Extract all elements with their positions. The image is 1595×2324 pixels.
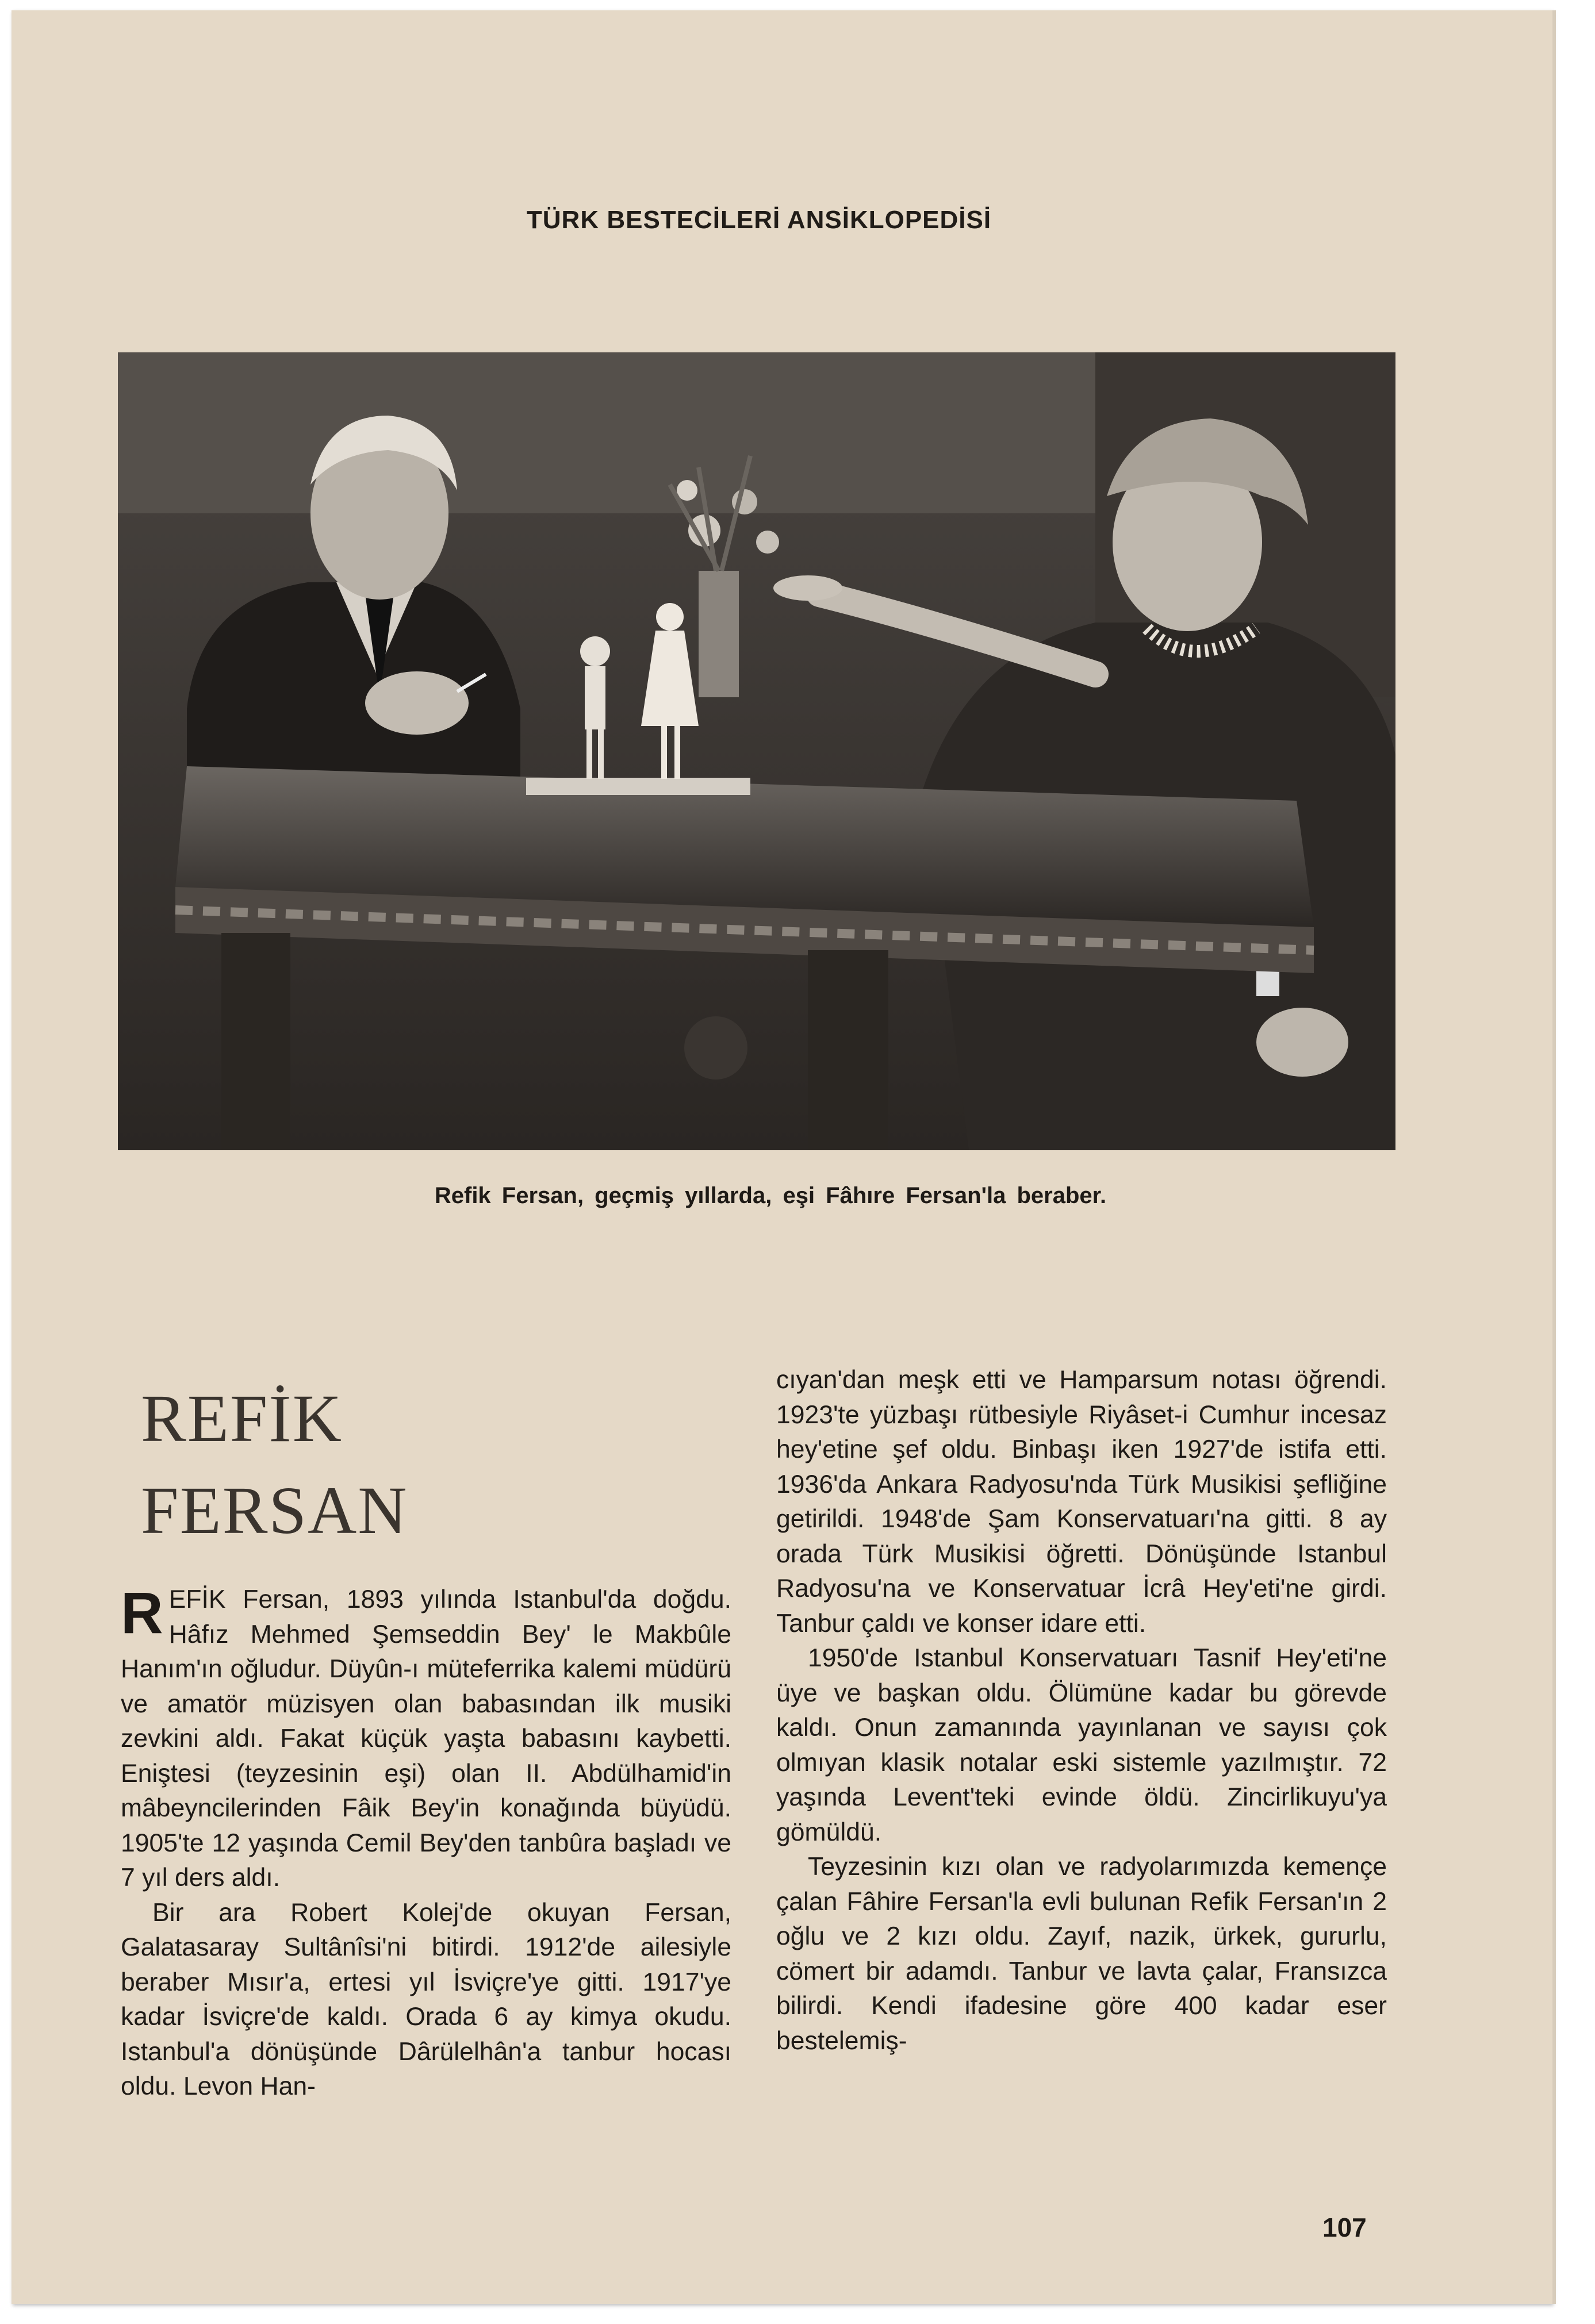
paragraph: 1950'de Istanbul Konservatuarı Tasnif Hey'eti'ne üye ve başkan oldu. Ölümüne kadar bu görevde kaldı. Onun zamanında yayınlanan ve sayısı çok olmıyan klasik notalar eski sistemle yazılmıştır. 72 yaşında Levent'teki evinde öldü. Zincirlikuyu'ya gömüldü. bbox=[776, 1644, 1387, 1846]
drop-cap: R bbox=[121, 1580, 163, 1646]
page-number: 107 bbox=[1322, 2212, 1367, 2242]
left-column bbox=[121, 1582, 731, 2104]
right-column bbox=[776, 1363, 1387, 2058]
photo-caption: Refik Fersan, geçmiş yıllarda, eşi Fâhıre Fersan'la beraber. bbox=[434, 1183, 1107, 1208]
article-title-line-2: FERSAN bbox=[141, 1473, 408, 1548]
paragraph-text: EFİK Fersan, 1893 yılında Istanbul'da doğdu. Hâfız Mehmed Şemseddin Bey' le Makbûle Hanım'ın oğludur. Düyûn-ı müteferrika kalemi müdürü ve amatör müzisyen olan babasından ilk musiki zevkini aldı. Fakat küçük yaşta babasını kaybetti. Eniştesi (teyzesinin eşi) olan II. Abdülhamid'in mâbeyncilerinden Fâik Bey'in konağında büyüdü. 1905'te 12 yaşında Cemil Bey'den tanbûra başladı ve 7 yıl ders aldı. bbox=[121, 1585, 731, 1892]
paragraph: Teyzesinin kızı olan ve radyolarımızda kemençe çalan Fâhire Fersan'la evli bulunan Refik Fersan'ın 2 oğlu ve 2 kızı oldu. Zayıf, nazik, ürkek, gururlu, cömert bir adamdı. Tanbur ve lavta çalar, Fransızca bilirdi. Kendi ifadesine göre 400 kadar eser bestelemiş- bbox=[776, 1853, 1387, 2055]
paragraph: cıyan'dan meşk etti ve Hamparsum notası öğrendi. 1923'te yüzbaşı rütbesiyle Riyâset-i Cumhur incesaz hey'etine şef oldu. Binbaşı iken 1927'de istifa etti. 1936'da Ankara Radyosu'nda Türk Musikisi şefliğine getirildi. 1948'de Şam Konservatuarı'na gitti. 8 ay orada Türk Musikisi öğretti. Dönüşünde Istanbul Radyosu'na ve Konservatuar İcrâ Hey'eti'ne girdi. Tanbur çaldı ve konser idare etti. bbox=[776, 1366, 1387, 1638]
article-title bbox=[141, 1373, 408, 1557]
paragraph: Bir ara Robert Kolej'de okuyan Fersan, Galatasaray Sultânîsi'ni bitirdi. 1912'de ailesiyle beraber Mısır'a, ertesi yıl İsviçre'ye gitti. 1917'ye kadar İsviçre'de kaldı. Orada 6 ay kimya okudu. Istanbul'a dönüşünde Dârülelhân'a tanbur hocası oldu. Levon Han- bbox=[121, 1898, 731, 2100]
photograph bbox=[118, 352, 1395, 1150]
photo-illustration bbox=[118, 352, 1395, 1150]
magazine-page bbox=[11, 10, 1552, 2304]
paragraph bbox=[121, 1582, 731, 1896]
running-header: TÜRK BESTECİLERİ ANSİKLOPEDİSİ bbox=[526, 206, 992, 234]
article-title-line-1: REFİK bbox=[141, 1381, 343, 1456]
